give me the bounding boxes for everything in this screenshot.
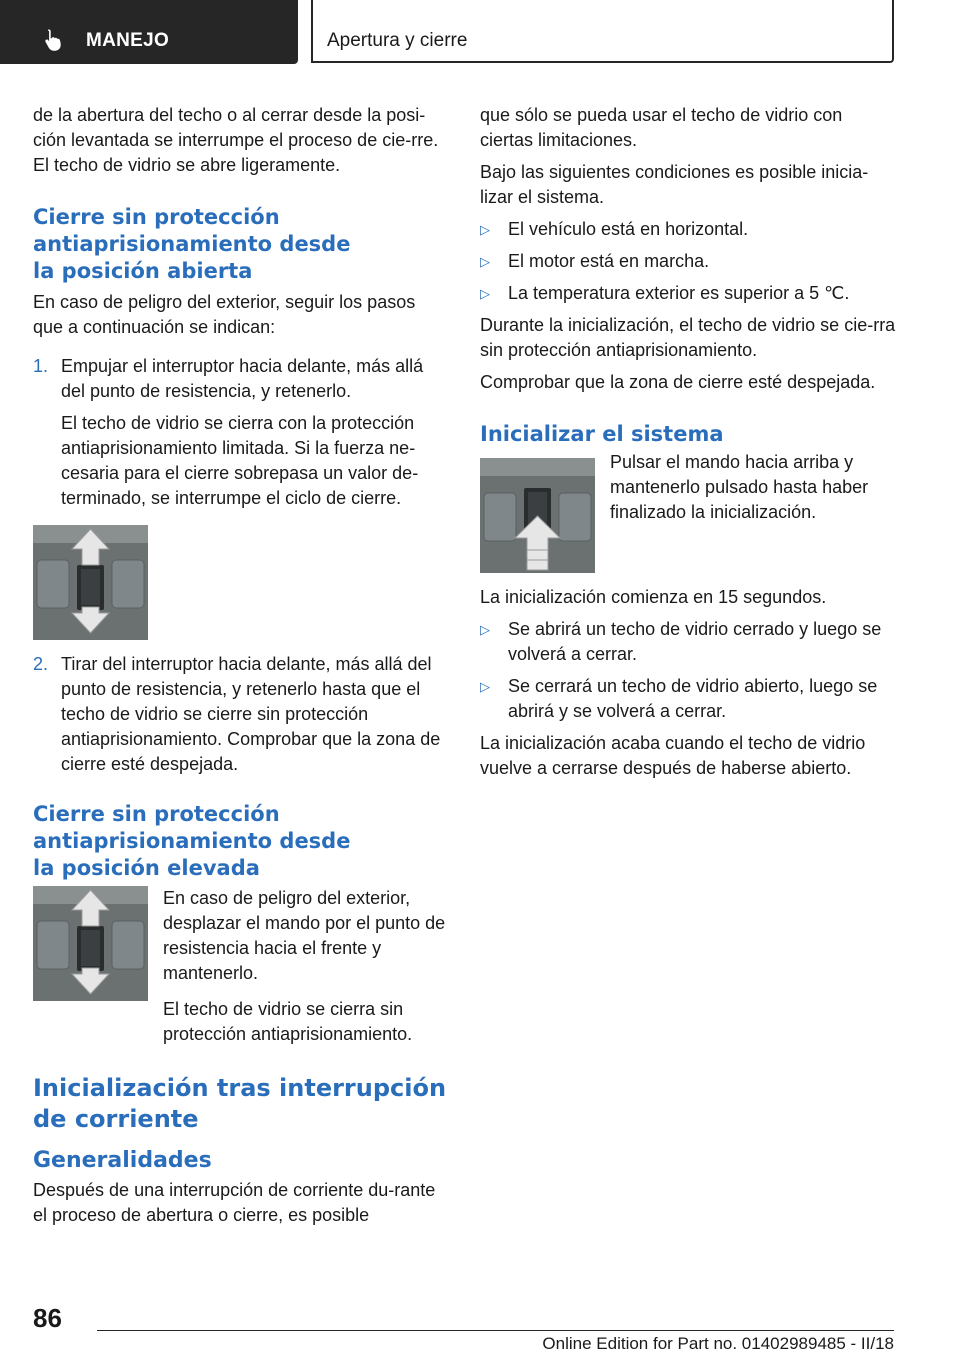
paragraph: La inicialización acaba cuando el techo de vidrio vuelve a cerrarse después de haberse abierto. [480, 733, 866, 778]
bullet-triangle-icon: ▷ [480, 286, 490, 301]
footer-edition: Online Edition for Part no. 01402989485 - II/18 [542, 1334, 894, 1353]
section-note: El techo de vidrio se cierra sin protección antiaprisionamiento. [163, 999, 413, 1044]
figure-with-text [33, 886, 449, 1001]
list-item: ▷ Se abrirá un techo de vidrio cerrado y luego se volverá a cerrar. [480, 617, 896, 667]
subsection-heading: Generalidades [33, 1148, 212, 1173]
step-item [33, 652, 449, 777]
header-section-tab [0, 0, 298, 64]
section-paragraph: Pulsar el mando hacia arriba y mantenerlo pulsado hasta haber finalizado la inicialización. [610, 452, 869, 522]
roof-switch-image [33, 525, 148, 640]
header-title-box [311, 0, 894, 63]
section-heading-power-interruption: Inicialización tras interrupción de corriente [33, 1074, 447, 1133]
step-number: 2. [33, 654, 49, 674]
right-column [480, 103, 896, 781]
page-title: Apertura y cierre [327, 30, 468, 51]
step-text: Tirar del interruptor hacia delante, más allá del punto de resistencia, y retenerlo hasta que el techo de vidrio se cierre sin protección antiaprisionamiento. Comprobar que la zona de cierre esté despejada. [61, 654, 441, 774]
section-label: MANEJO [86, 30, 170, 51]
list-item: ▷ El vehículo está en horizontal. [480, 217, 896, 242]
page-number: 86 [33, 1303, 62, 1333]
step-note: El techo de vidrio se cierra con la protección antiaprisionamiento limitada. Si la fuerza ne‐cesaria para el cierre sobrepasa un valor de‐terminado, se interrumpe el ciclo de cierre. [61, 413, 419, 508]
hand-pointer-icon [41, 27, 65, 51]
section-heading-initialize: Inicializar el sistema [480, 422, 724, 446]
section-paragraph: En caso de peligro del exterior, desplazar el mando por el punto de resistencia hacia el frente y mantenerlo. [163, 888, 446, 983]
section-paragraph: Después de una interrupción de corriente du‐rante el proceso de abertura o cierre, es posible [33, 1180, 436, 1225]
roof-switch-image [33, 886, 148, 1001]
bullet-triangle-icon: ▷ [480, 679, 490, 694]
section-paragraph: En caso de peligro del exterior, seguir los pasos que a continuación se indican: [33, 292, 416, 337]
list-item: ▷ Se cerrará un techo de vidrio abierto, luego se abrirá y se volverá a cerrar. [480, 674, 896, 724]
continued-paragraph: que sólo se pueda usar el techo de vidrio con ciertas limitaciones. [480, 105, 843, 150]
roof-switch-image [480, 458, 595, 573]
bullet-triangle-icon: ▷ [480, 222, 490, 237]
step-item [33, 354, 449, 511]
figure-with-text [480, 450, 896, 573]
list-item: ▷ La temperatura exterior es superior a 5 ℃. [480, 281, 896, 306]
paragraph: Comprobar que la zona de cierre esté despejada. [480, 372, 876, 392]
section-heading-raised-position: Cierre sin protección antiaprisionamiento desde la posición elevada [33, 802, 351, 880]
paragraph: Durante la inicialización, el techo de vidrio se cie‐rra sin protección antiaprisionamiento. [480, 315, 896, 360]
step-number: 1. [33, 356, 49, 376]
bullet-triangle-icon: ▷ [480, 622, 490, 637]
paragraph: La inicialización comienza en 15 segundos. [480, 587, 827, 607]
intro-paragraph: de la abertura del techo o al cerrar desde la posi‐ción levantada se interrumpe el proceso de cie‐rre. El techo de vidrio se abre ligeramente. [33, 105, 439, 175]
switch-up-figure [480, 458, 595, 573]
section-heading-open-position: Cierre sin protección antiaprisionamiento desde la posición abierta [33, 205, 351, 283]
bullet-triangle-icon: ▷ [480, 254, 490, 269]
switch-push-figure [33, 525, 148, 640]
footer-divider [97, 1330, 894, 1331]
step-text: Empujar el interruptor hacia delante, más allá del punto de resistencia, y retenerlo. [61, 356, 424, 401]
conditions-intro: Bajo las siguientes condiciones es posible inicia‐lizar el sistema. [480, 162, 869, 207]
left-column [33, 103, 449, 1228]
switch-push-figure [33, 886, 148, 1001]
list-item: ▷ El motor está en marcha. [480, 249, 896, 274]
